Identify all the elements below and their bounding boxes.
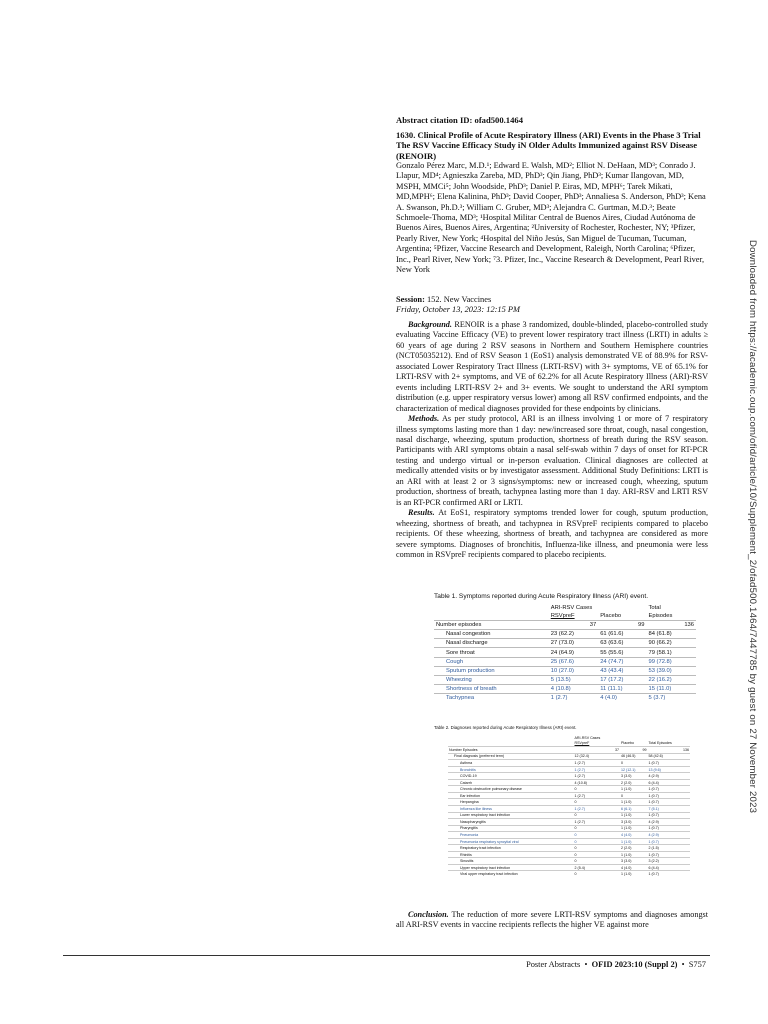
table-cell: 10 (27.0) bbox=[549, 666, 598, 675]
table-cell: 1 (0.7) bbox=[647, 792, 690, 799]
table-cell: 5 (13.5) bbox=[549, 675, 598, 684]
conclusion-paragraph bbox=[396, 910, 708, 931]
table-cell: 1 (1.0) bbox=[620, 825, 647, 832]
table-cell: 4 (10.8) bbox=[574, 779, 621, 786]
table2-number-label: Number Episodes bbox=[448, 747, 574, 754]
table2-col-rsvpref: RSVpreF bbox=[574, 741, 590, 746]
results-paragraph bbox=[396, 508, 708, 560]
table-row bbox=[434, 675, 696, 684]
table-cell: 4 (2.9) bbox=[647, 832, 690, 839]
row-label: Lower respiratory tract infection bbox=[448, 812, 574, 819]
table-cell: 6 (4.4) bbox=[647, 779, 690, 786]
background-text: RENOIR is a phase 3 randomized, double-blinded, placebo-controlled study evaluating Vaccine Efficacy (VE) to prevent lower respiratory tract illness (LRTI) in adults ≥ 60 years of age during 2 RSV seasons in Northern and Southern Hemisphere countries (NCT05035212). End of RSV Season 1 (EoS1) analysis demonstrated VE of 88.9% for RSV-associated Lower Respiratory Tract Illness (LRTI-RSV) with 3+ symptoms, VE of 65.1% for LRTI-RSV with 2+ symptoms, and VE of 62.2% for all Acute Respiratory Illness (ARI)-RSV events including LRTI-RSV 2+ and 3+ events. We sought to understand the ARI symptom distribution (e.g. upper respiratory versus lower) among all RSV confirmed endpoints, and the characterization of medical diagnoses provided for these endpoints by clinicians. bbox=[396, 320, 708, 413]
table-cell: 1 (1.0) bbox=[620, 838, 647, 845]
session-date: Friday, October 13, 2023: 12:15 PM bbox=[396, 305, 520, 315]
table1-col-rsvpref: RSVpreF bbox=[550, 613, 575, 620]
table-cell: 1 (0.7) bbox=[647, 851, 690, 858]
row-label: Bronchitis bbox=[448, 766, 574, 773]
table-cell: 1 (2.7) bbox=[574, 766, 621, 773]
download-watermark[interactable]: Downloaded from https://academic.oup.com/ofid/article/10/Supplement_2/ofad500.1464/7447785 by guest on 27 November 2023 bbox=[747, 240, 758, 814]
table-row bbox=[434, 693, 696, 702]
table-cell: 53 (39.0) bbox=[647, 666, 697, 675]
table-cell: 1 (2.7) bbox=[574, 760, 621, 767]
table-cell: 3 (3.0) bbox=[620, 773, 647, 780]
row-label: Upper respiratory tract infection bbox=[448, 864, 574, 871]
session-value: 152. New Vaccines bbox=[424, 295, 492, 304]
table-cell: 0 bbox=[574, 786, 621, 793]
row-label: Catarrh bbox=[448, 779, 574, 786]
table-row bbox=[434, 621, 696, 630]
table-cell: 0 bbox=[620, 760, 647, 767]
table-cell: 1 (0.7) bbox=[647, 812, 690, 819]
row-label: Wheezing bbox=[434, 675, 549, 684]
table-cell: 0 bbox=[574, 832, 621, 839]
table-cell: 25 (67.6) bbox=[549, 657, 598, 666]
table-cell: 12 (32.4) bbox=[574, 753, 621, 760]
footer-volume: 2023:10 (Suppl 2) bbox=[614, 960, 678, 969]
table-cell: 23 (62.2) bbox=[549, 630, 598, 639]
row-label: Pharyngitis bbox=[448, 825, 574, 832]
row-label: Pneumonia respiratory syncytial viral bbox=[448, 838, 574, 845]
table-cell: 15 (11.0) bbox=[647, 684, 697, 693]
background-paragraph bbox=[396, 320, 708, 414]
row-label: Respiratory tract infection bbox=[448, 845, 574, 852]
row-label: COVID-19 bbox=[448, 773, 574, 780]
table-cell: 99 (72.8) bbox=[647, 657, 697, 666]
table-cell: 1 (0.7) bbox=[647, 838, 690, 845]
table-cell: 6 (4.4) bbox=[647, 864, 690, 871]
table-cell: 24 (74.7) bbox=[598, 657, 646, 666]
table-cell: 0 bbox=[574, 845, 621, 852]
table2-caption: Table 2. Diagnoses reported during Acute Respiratory Illness (ARI) event. bbox=[434, 725, 577, 730]
table-cell: 4 (10.8) bbox=[549, 684, 598, 693]
table-cell: 84 (61.8) bbox=[647, 630, 697, 639]
table-cell: 37 bbox=[549, 621, 598, 630]
table2-col-total: Total Episodes bbox=[648, 741, 672, 746]
table-header-row bbox=[434, 612, 696, 621]
table-cell: 4 (4.0) bbox=[620, 832, 647, 839]
table-cell: 2 (2.0) bbox=[620, 779, 647, 786]
table-cell: 7 (5.1) bbox=[647, 806, 690, 813]
row-label: Herpangina bbox=[448, 799, 574, 806]
table-cell: 27 (73.0) bbox=[549, 639, 598, 648]
row-label: Tachypnea bbox=[434, 693, 549, 702]
table-cell: 13 (9.6) bbox=[647, 766, 690, 773]
row-label: Ear infection bbox=[448, 792, 574, 799]
table-cell: 1 (0.7) bbox=[647, 871, 690, 877]
table2-sub-label: Final diagnosis (preferred term) bbox=[448, 753, 574, 760]
table-cell: 2 (5.4) bbox=[574, 864, 621, 871]
table-row bbox=[434, 657, 696, 666]
row-label: Influenza like illness bbox=[448, 806, 574, 813]
table-cell: 4 (2.9) bbox=[647, 819, 690, 826]
conclusion-heading: Conclusion. bbox=[408, 910, 449, 919]
footer-page: S757 bbox=[688, 960, 706, 969]
table-cell: 63 (63.6) bbox=[598, 639, 646, 648]
row-label: Shortness of breath bbox=[434, 684, 549, 693]
table-cell: 55 (55.6) bbox=[598, 648, 646, 657]
session-label: Session: bbox=[396, 295, 425, 304]
table2-col-placebo: Placebo bbox=[621, 741, 635, 746]
table-header-row bbox=[434, 604, 696, 612]
table-cell: 1 (2.7) bbox=[574, 819, 621, 826]
table1-total-label: Total bbox=[648, 605, 661, 612]
methods-paragraph bbox=[396, 414, 708, 508]
author-list: Gonzalo Pérez Marc, M.D.¹; Edward E. Walsh, MD²; Elliot N. DeHaan, MD³; Conrado J. Llapur, MD⁴; Agnieszka Zareba, MD, PhD³; Qin Jiang, PhD³; Kumar Ilangovan, MD, MSPH, MMCi⁵; John Woodside, PhD³; Daniel P. Eiras, MD, MPH⁶; Tarek Mikati, MD,MPH⁶; Elena Kalinina, PhD³; David Cooper, PhD³; Annaliesa S. Anderson, PhD³; Kena A. Swanson, Ph.D.³; William C. Gruber, MD³; Alejandra C. Gurtman, M.D.³; Beate Schmoele-Thoma, MD³; ¹Hospital Militar Central de Buenos Aires, Ciudad Autónoma de Buenos Aires, Buenos Aires, Argentina; ²University of Rochester, Rochester, NY; ³Pfizer, Pearly River, New York; ⁴Hospital del Niño Jesús, San Miguel de Tucuman, Tucuman, Argentina; ⁵Pfizer, Vaccine Research and Development, Raleigh, North Carolina; ⁶Pfizer, Inc., Pearl River, New York; ⁷3. Pfizer, Inc., Vaccine Research & Development, Pearl River, New York bbox=[396, 161, 706, 275]
row-label: Asthma bbox=[448, 760, 574, 767]
table-cell: 0 bbox=[574, 799, 621, 806]
table-row bbox=[434, 639, 696, 648]
table-cell: 3 (3.0) bbox=[620, 819, 647, 826]
table-cell: 6 (6.1) bbox=[620, 806, 647, 813]
table1-episodes-label: Episodes bbox=[648, 613, 673, 620]
row-label: Chronic obstructive pulmonary disease bbox=[448, 786, 574, 793]
table-cell: 0 bbox=[574, 851, 621, 858]
table-cell: 3 (2.2) bbox=[647, 858, 690, 865]
diagnoses-table bbox=[448, 735, 690, 877]
table-cell: 12 (12.1) bbox=[620, 766, 647, 773]
table-row bbox=[434, 630, 696, 639]
table-cell: 17 (17.2) bbox=[598, 675, 646, 684]
abstract-title: 1630. Clinical Profile of Acute Respiratory Illness (ARI) Events in the Phase 3 Trial The RSV Vaccine Efficacy Study iN Older Adults Immunized against RSV Disease (RENOIR) bbox=[396, 130, 701, 161]
conclusion-text: The reduction of more severe LRTI-RSV symptoms and diagnoses amongst all ARI-RSV events in vaccine recipients reflects the higher VE against more bbox=[396, 910, 708, 930]
table-cell: 0 bbox=[574, 812, 621, 819]
row-label: Sputum production bbox=[434, 666, 549, 675]
table-cell: 0 bbox=[574, 871, 621, 877]
table-cell: 1 (1.0) bbox=[620, 871, 647, 877]
table-cell: 1 (0.7) bbox=[647, 760, 690, 767]
table-cell: 43 (43.4) bbox=[598, 666, 646, 675]
table-cell: 61 (61.6) bbox=[598, 630, 646, 639]
table-cell: 11 (11.1) bbox=[598, 684, 646, 693]
table-cell: 90 (66.2) bbox=[647, 639, 697, 648]
table-cell: 1 (2.7) bbox=[574, 806, 621, 813]
table2-group-header: ARI-RSV Cases bbox=[574, 735, 601, 740]
symptoms-table bbox=[434, 604, 696, 702]
footer-section: Poster Abstracts bbox=[526, 960, 581, 969]
row-label: Sore throat bbox=[434, 648, 549, 657]
abstract-body bbox=[396, 320, 708, 560]
page-footer: Poster Abstracts • OFID 2023:10 (Suppl 2) • S757 bbox=[526, 960, 706, 969]
table-cell: 99 bbox=[620, 747, 647, 754]
abstract-citation-id: Abstract citation ID: ofad500.1464 bbox=[396, 115, 523, 125]
table-cell: 1 (0.7) bbox=[647, 799, 690, 806]
table-cell: 79 (58.1) bbox=[647, 648, 697, 657]
table-cell: 1 (1.0) bbox=[620, 812, 647, 819]
table1-caption: Table 1. Symptoms reported during Acute Respiratory Illness (ARI) event. bbox=[434, 593, 649, 600]
table-cell: 24 (64.9) bbox=[549, 648, 598, 657]
table-cell: 58 (42.6) bbox=[647, 753, 690, 760]
row-label: Nasal discharge bbox=[434, 639, 549, 648]
table-cell: 5 (3.7) bbox=[647, 693, 697, 702]
table-row bbox=[434, 666, 696, 675]
table-cell: 1 (0.7) bbox=[647, 825, 690, 832]
table-cell: 3 (3.0) bbox=[620, 858, 647, 865]
table-cell: 22 (16.2) bbox=[647, 675, 697, 684]
results-text: At EoS1, respiratory symptoms trended lower for cough, sputum production, wheezing, shortness of breath, and tachypnea in RSVpreF recipients compared to placebo recipients. Of these wheezing, shortness of breath, and tachypnea are considered as more severe symptoms. Diagnoses of bronchitis, Influenza-like illness, and pneumonia were less common in RSVpreF recipients compared to placebo recipients. bbox=[396, 508, 708, 559]
table-cell: 2 (2.0) bbox=[620, 845, 647, 852]
table-cell: 37 bbox=[574, 747, 621, 754]
table-cell: 0 bbox=[574, 858, 621, 865]
table-row bbox=[448, 871, 690, 877]
row-label: Pneumonia bbox=[448, 832, 574, 839]
table-cell: 0 bbox=[620, 792, 647, 799]
footer-rule bbox=[63, 955, 710, 956]
session-info bbox=[396, 295, 708, 316]
table1-col-placebo: Placebo bbox=[600, 613, 622, 620]
table-cell: 99 bbox=[598, 621, 646, 630]
background-heading: Background. bbox=[408, 320, 452, 329]
table-cell: 1 (0.7) bbox=[647, 786, 690, 793]
table-cell: 1 (2.7) bbox=[574, 792, 621, 799]
table-cell: 4 (4.0) bbox=[620, 864, 647, 871]
methods-heading: Methods. bbox=[408, 414, 440, 424]
table-row bbox=[434, 684, 696, 693]
row-label: Rhinitis bbox=[448, 851, 574, 858]
results-heading: Results. bbox=[408, 508, 435, 518]
row-label: Sinusitis bbox=[448, 858, 574, 865]
table-cell: 4 (2.9) bbox=[647, 773, 690, 780]
row-label: Cough bbox=[434, 657, 549, 666]
table-cell: 0 bbox=[574, 838, 621, 845]
row-label: Viral upper respiratory tract infection bbox=[448, 871, 574, 877]
table-cell: 1 (1.0) bbox=[620, 799, 647, 806]
table1-group-header: ARI-RSV Cases bbox=[550, 605, 593, 612]
table-cell: 136 bbox=[647, 621, 697, 630]
table-cell: 0 bbox=[574, 825, 621, 832]
table-row bbox=[434, 648, 696, 657]
table1-number-label: Number episodes bbox=[434, 621, 549, 630]
table-cell: 1 (2.7) bbox=[574, 773, 621, 780]
table-cell: 2 (1.5) bbox=[647, 845, 690, 852]
methods-text: As per study protocol, ARI is an illness involving 1 or more of 7 respiratory illness symptoms lasting more than 1 day: new/increased sore throat, cough, nasal congestion, nasal discharge, wheezing, sputum production, shortness of breath during the RSV season. Participants with ARI symptoms obtain a nasal self-swab within 7 days of onset for RT-PCR testing and undergo virtual or in-person evaluation. Clinical diagnoses are collected at medically attended visits or by investigator assessment. Additional Study Definitions: LRTI is an ARI with at least 2 or 3 signs/symptoms: new or increased cough, wheezing, sputum production, shortness of breath, tachypnea lasting more than 1 day. ARI-RSV and LRTI RSV is an RT-PCR confirmed ARI or LRTI. bbox=[396, 414, 708, 507]
row-label: Nasal congestion bbox=[434, 630, 549, 639]
footer-journal: OFID bbox=[591, 960, 613, 969]
table-cell: 1 (1.0) bbox=[620, 851, 647, 858]
table-cell: 1 (2.7) bbox=[549, 693, 598, 702]
table-cell: 46 (46.5) bbox=[620, 753, 647, 760]
table-cell: 4 (4.0) bbox=[598, 693, 646, 702]
table-cell: 136 bbox=[647, 747, 690, 754]
row-label: Nasopharyngitis bbox=[448, 819, 574, 826]
table-cell: 1 (1.0) bbox=[620, 786, 647, 793]
